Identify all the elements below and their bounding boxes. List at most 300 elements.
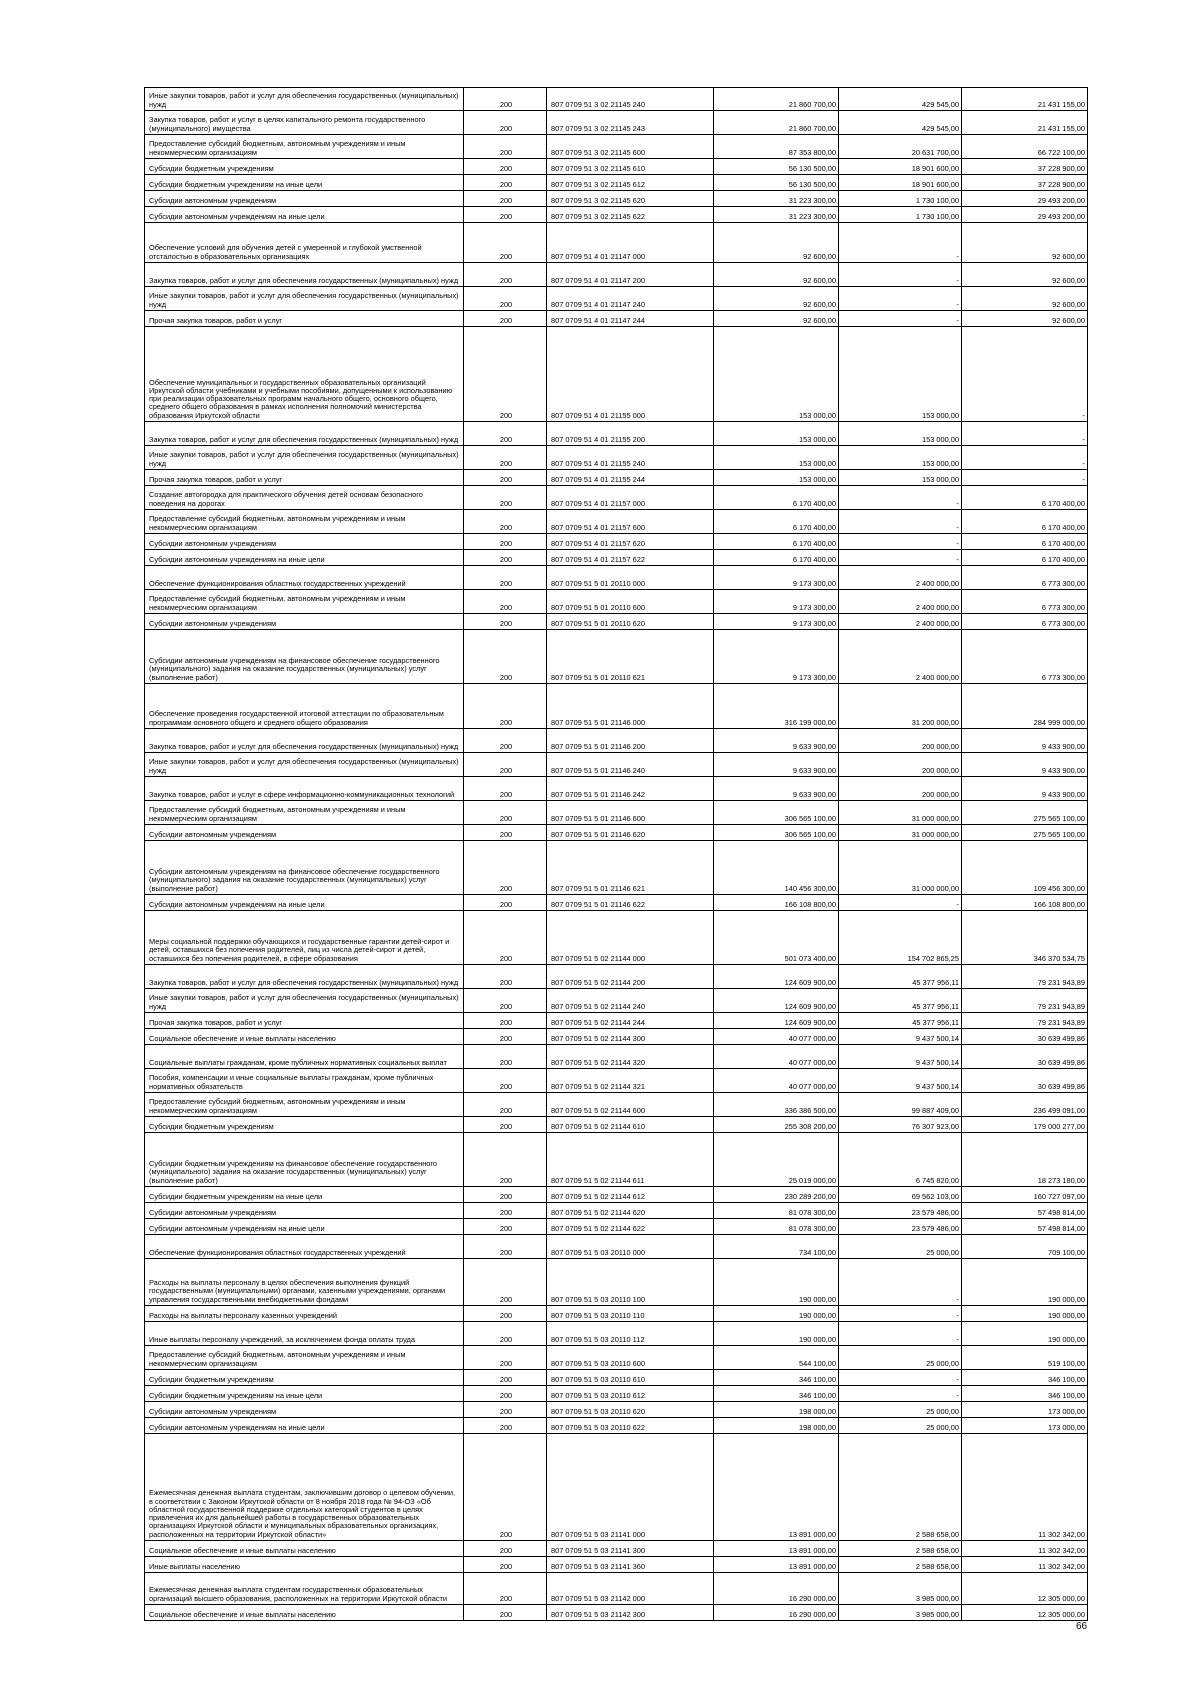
row-kbk-cell: 807 0709 51 5 01 21146 622 bbox=[547, 895, 714, 911]
table-row bbox=[145, 550, 1088, 566]
row-code-cell: 200 bbox=[464, 614, 547, 630]
table-row bbox=[145, 777, 1088, 801]
row-plan-cell: 92 600,00 bbox=[714, 223, 839, 263]
row-plan-cell: 190 000,00 bbox=[714, 1322, 839, 1346]
row-total-cell: 346 370 534,75 bbox=[962, 911, 1088, 965]
row-code-cell: 200 bbox=[464, 1235, 547, 1259]
table-row bbox=[145, 510, 1088, 534]
row-kbk-cell: 807 0709 51 5 02 21144 600 bbox=[547, 1093, 714, 1117]
table-row bbox=[145, 1418, 1088, 1434]
row-change-cell: - bbox=[839, 510, 962, 534]
row-change-cell: 31 000 000,00 bbox=[839, 825, 962, 841]
row-code-cell: 200 bbox=[464, 1259, 547, 1306]
row-change-cell: 23 579 486,00 bbox=[839, 1219, 962, 1235]
row-plan-cell: 9 173 300,00 bbox=[714, 590, 839, 614]
row-total-cell: 6 773 300,00 bbox=[962, 614, 1088, 630]
row-total-cell: 6 170 400,00 bbox=[962, 486, 1088, 510]
table-row bbox=[145, 1346, 1088, 1370]
row-kbk-cell: 807 0709 51 5 02 21144 321 bbox=[547, 1069, 714, 1093]
row-total-cell: 92 600,00 bbox=[962, 263, 1088, 287]
row-name-cell: Ежемесячная денежная выплата студентам государственных образовательных организаций высшего образования, расположенных на территории Иркутской области bbox=[145, 1573, 464, 1605]
budget-table-body bbox=[145, 88, 1088, 1621]
row-plan-cell: 198 000,00 bbox=[714, 1418, 839, 1434]
row-plan-cell: 13 891 000,00 bbox=[714, 1557, 839, 1573]
row-plan-cell: 9 173 300,00 bbox=[714, 614, 839, 630]
row-change-cell: - bbox=[839, 223, 962, 263]
row-change-cell: 2 400 000,00 bbox=[839, 630, 962, 684]
row-kbk-cell: 807 0709 51 4 01 21157 600 bbox=[547, 510, 714, 534]
row-total-cell: 29 493 200,00 bbox=[962, 191, 1088, 207]
table-row bbox=[145, 729, 1088, 753]
row-plan-cell: 6 170 400,00 bbox=[714, 510, 839, 534]
row-kbk-cell: 807 0709 51 5 01 20110 620 bbox=[547, 614, 714, 630]
row-total-cell: 66 722 100,00 bbox=[962, 135, 1088, 159]
row-total-cell: 11 302 342,00 bbox=[962, 1541, 1088, 1557]
row-kbk-cell: 807 0709 51 5 01 21146 621 bbox=[547, 841, 714, 895]
row-code-cell: 200 bbox=[464, 1605, 547, 1621]
table-row bbox=[145, 470, 1088, 486]
row-change-cell: 25 000,00 bbox=[839, 1235, 962, 1259]
row-name-cell: Предоставление субсидий бюджетным, автономным учреждениям и иным некоммерческим организациям bbox=[145, 1093, 464, 1117]
row-kbk-cell: 807 0709 51 4 01 21155 240 bbox=[547, 446, 714, 470]
row-kbk-cell: 807 0709 51 5 01 21146 000 bbox=[547, 684, 714, 729]
row-code-cell: 200 bbox=[464, 989, 547, 1013]
table-row bbox=[145, 841, 1088, 895]
row-total-cell: - bbox=[962, 327, 1088, 422]
row-total-cell: 6 170 400,00 bbox=[962, 550, 1088, 566]
row-code-cell: 200 bbox=[464, 191, 547, 207]
row-kbk-cell: 807 0709 51 5 03 20110 112 bbox=[547, 1322, 714, 1346]
row-total-cell: 21 431 155,00 bbox=[962, 111, 1088, 135]
row-name-cell: Субсидии автономным учреждениям bbox=[145, 614, 464, 630]
row-plan-cell: 166 108 800,00 bbox=[714, 895, 839, 911]
row-code-cell: 200 bbox=[464, 1045, 547, 1069]
row-total-cell: 37 228 900,00 bbox=[962, 175, 1088, 191]
row-kbk-cell: 807 0709 51 5 02 21144 320 bbox=[547, 1045, 714, 1069]
row-change-cell: 9 437 500,14 bbox=[839, 1045, 962, 1069]
row-change-cell: 2 400 000,00 bbox=[839, 566, 962, 590]
row-plan-cell: 9 173 300,00 bbox=[714, 630, 839, 684]
row-code-cell: 200 bbox=[464, 470, 547, 486]
row-plan-cell: 198 000,00 bbox=[714, 1402, 839, 1418]
row-change-cell: - bbox=[839, 311, 962, 327]
table-row bbox=[145, 88, 1088, 111]
row-kbk-cell: 807 0709 51 5 03 20110 612 bbox=[547, 1386, 714, 1402]
row-code-cell: 200 bbox=[464, 1013, 547, 1029]
row-code-cell: 200 bbox=[464, 1370, 547, 1386]
row-plan-cell: 346 100,00 bbox=[714, 1386, 839, 1402]
row-total-cell: 79 231 943,89 bbox=[962, 965, 1088, 989]
table-row bbox=[145, 1306, 1088, 1322]
row-change-cell: - bbox=[839, 895, 962, 911]
row-plan-cell: 81 078 300,00 bbox=[714, 1219, 839, 1235]
row-total-cell: 190 000,00 bbox=[962, 1259, 1088, 1306]
table-row bbox=[145, 327, 1088, 422]
row-code-cell: 200 bbox=[464, 422, 547, 446]
row-name-cell: Субсидии автономным учреждениям на иные цели bbox=[145, 1219, 464, 1235]
row-total-cell: 275 565 100,00 bbox=[962, 825, 1088, 841]
table-row bbox=[145, 223, 1088, 263]
table-row bbox=[145, 753, 1088, 777]
row-plan-cell: 734 100,00 bbox=[714, 1235, 839, 1259]
row-kbk-cell: 807 0709 51 4 01 21147 240 bbox=[547, 287, 714, 311]
row-total-cell: 30 639 499,86 bbox=[962, 1045, 1088, 1069]
row-change-cell: 31 000 000,00 bbox=[839, 841, 962, 895]
row-kbk-cell: 807 0709 51 3 02 21145 622 bbox=[547, 207, 714, 223]
row-total-cell: 6 170 400,00 bbox=[962, 534, 1088, 550]
row-total-cell: 92 600,00 bbox=[962, 311, 1088, 327]
row-total-cell: 346 100,00 bbox=[962, 1386, 1088, 1402]
row-change-cell: 3 985 000,00 bbox=[839, 1573, 962, 1605]
row-plan-cell: 13 891 000,00 bbox=[714, 1434, 839, 1541]
budget-table bbox=[144, 87, 1088, 1621]
row-plan-cell: 40 077 000,00 bbox=[714, 1029, 839, 1045]
row-total-cell: 79 231 943,89 bbox=[962, 1013, 1088, 1029]
row-plan-cell: 346 100,00 bbox=[714, 1370, 839, 1386]
row-total-cell: 9 433 900,00 bbox=[962, 753, 1088, 777]
table-row bbox=[145, 614, 1088, 630]
row-name-cell: Субсидии бюджетным учреждениям bbox=[145, 1117, 464, 1133]
row-kbk-cell: 807 0709 51 5 01 20110 621 bbox=[547, 630, 714, 684]
table-row bbox=[145, 191, 1088, 207]
row-code-cell: 200 bbox=[464, 911, 547, 965]
row-kbk-cell: 807 0709 51 4 01 21147 000 bbox=[547, 223, 714, 263]
row-name-cell: Социальное обеспечение и иные выплаты населению bbox=[145, 1605, 464, 1621]
row-total-cell: 109 456 300,00 bbox=[962, 841, 1088, 895]
table-row bbox=[145, 630, 1088, 684]
row-kbk-cell: 807 0709 51 5 03 20110 600 bbox=[547, 1346, 714, 1370]
row-total-cell: 30 639 499,86 bbox=[962, 1029, 1088, 1045]
table-row bbox=[145, 207, 1088, 223]
table-row bbox=[145, 1370, 1088, 1386]
row-name-cell: Предоставление субсидий бюджетным, автономным учреждениям и иным некоммерческим организациям bbox=[145, 1346, 464, 1370]
row-code-cell: 200 bbox=[464, 753, 547, 777]
row-change-cell: 200 000,00 bbox=[839, 729, 962, 753]
row-code-cell: 200 bbox=[464, 1093, 547, 1117]
row-change-cell: 2 588 658,00 bbox=[839, 1557, 962, 1573]
row-name-cell: Субсидии автономным учреждениям bbox=[145, 1402, 464, 1418]
row-kbk-cell: 807 0709 51 3 02 21145 600 bbox=[547, 135, 714, 159]
row-plan-cell: 140 456 300,00 bbox=[714, 841, 839, 895]
row-plan-cell: 190 000,00 bbox=[714, 1306, 839, 1322]
table-row bbox=[145, 1434, 1088, 1541]
row-name-cell: Закупка товаров, работ и услуг для обеспечения государственных (муниципальных) нужд bbox=[145, 965, 464, 989]
row-total-cell: 12 305 000,00 bbox=[962, 1605, 1088, 1621]
row-plan-cell: 40 077 000,00 bbox=[714, 1069, 839, 1093]
row-total-cell: 11 302 342,00 bbox=[962, 1434, 1088, 1541]
row-total-cell: 92 600,00 bbox=[962, 223, 1088, 263]
row-plan-cell: 306 565 100,00 bbox=[714, 825, 839, 841]
row-name-cell: Расходы на выплаты персоналу казенных учреждений bbox=[145, 1306, 464, 1322]
row-name-cell: Социальное обеспечение и иные выплаты населению bbox=[145, 1029, 464, 1045]
row-total-cell: 275 565 100,00 bbox=[962, 801, 1088, 825]
row-plan-cell: 13 891 000,00 bbox=[714, 1541, 839, 1557]
row-code-cell: 200 bbox=[464, 111, 547, 135]
table-row bbox=[145, 1402, 1088, 1418]
row-plan-cell: 153 000,00 bbox=[714, 422, 839, 446]
row-plan-cell: 255 308 200,00 bbox=[714, 1117, 839, 1133]
row-plan-cell: 306 565 100,00 bbox=[714, 801, 839, 825]
row-code-cell: 200 bbox=[464, 486, 547, 510]
row-change-cell: 25 000,00 bbox=[839, 1402, 962, 1418]
row-change-cell: 31 200 000,00 bbox=[839, 684, 962, 729]
row-kbk-cell: 807 0709 51 5 03 20110 622 bbox=[547, 1418, 714, 1434]
row-kbk-cell: 807 0709 51 5 03 20110 610 bbox=[547, 1370, 714, 1386]
row-code-cell: 200 bbox=[464, 825, 547, 841]
table-row bbox=[145, 1557, 1088, 1573]
table-row bbox=[145, 287, 1088, 311]
row-kbk-cell: 807 0709 51 5 02 21144 620 bbox=[547, 1203, 714, 1219]
row-total-cell: 190 000,00 bbox=[962, 1322, 1088, 1346]
row-total-cell: 92 600,00 bbox=[962, 287, 1088, 311]
table-row bbox=[145, 534, 1088, 550]
row-plan-cell: 40 077 000,00 bbox=[714, 1045, 839, 1069]
row-plan-cell: 16 290 000,00 bbox=[714, 1605, 839, 1621]
row-change-cell: - bbox=[839, 1386, 962, 1402]
row-plan-cell: 56 130 500,00 bbox=[714, 175, 839, 191]
row-code-cell: 200 bbox=[464, 684, 547, 729]
table-row bbox=[145, 1069, 1088, 1093]
row-name-cell: Предоставление субсидий бюджетным, автономным учреждениям и иным некоммерческим организациям bbox=[145, 510, 464, 534]
table-row bbox=[145, 1605, 1088, 1621]
row-code-cell: 200 bbox=[464, 1573, 547, 1605]
row-name-cell: Закупка товаров, работ и услуг для обеспечения государственных (муниципальных) нужд bbox=[145, 729, 464, 753]
row-total-cell: - bbox=[962, 446, 1088, 470]
row-change-cell: 2 588 658,00 bbox=[839, 1434, 962, 1541]
row-name-cell: Социальное обеспечение и иные выплаты населению bbox=[145, 1541, 464, 1557]
row-change-cell: 153 000,00 bbox=[839, 446, 962, 470]
row-code-cell: 200 bbox=[464, 1219, 547, 1235]
table-row bbox=[145, 1219, 1088, 1235]
table-row bbox=[145, 111, 1088, 135]
row-change-cell: - bbox=[839, 287, 962, 311]
table-row bbox=[145, 135, 1088, 159]
row-code-cell: 200 bbox=[464, 446, 547, 470]
table-row bbox=[145, 1133, 1088, 1187]
row-kbk-cell: 807 0709 51 5 02 21144 610 bbox=[547, 1117, 714, 1133]
row-code-cell: 200 bbox=[464, 550, 547, 566]
table-row bbox=[145, 566, 1088, 590]
row-name-cell: Иные выплаты персоналу учреждений, за исключением фонда оплаты труда bbox=[145, 1322, 464, 1346]
row-plan-cell: 124 609 900,00 bbox=[714, 989, 839, 1013]
row-name-cell: Субсидии бюджетным учреждениям bbox=[145, 159, 464, 175]
row-change-cell: 9 437 500,14 bbox=[839, 1029, 962, 1045]
row-code-cell: 200 bbox=[464, 534, 547, 550]
row-name-cell: Создание автогородка для практического обучения детей основам безопасного поведения на дорогах bbox=[145, 486, 464, 510]
row-code-cell: 200 bbox=[464, 590, 547, 614]
row-plan-cell: 92 600,00 bbox=[714, 311, 839, 327]
row-change-cell: 23 579 486,00 bbox=[839, 1203, 962, 1219]
row-name-cell: Обеспечение функционирования областных государственных учреждений bbox=[145, 1235, 464, 1259]
row-name-cell: Обеспечение функционирования областных государственных учреждений bbox=[145, 566, 464, 590]
row-change-cell: 200 000,00 bbox=[839, 777, 962, 801]
row-name-cell: Обеспечение муниципальных и государственных образовательных организаций Иркутской области учебниками и учебными пособиями, допущенными к использованию при реализации образовательных программ начального общего, основного общего, среднего общего образования в рамках исполнения полномочий министерства образования Иркутской области bbox=[145, 327, 464, 422]
row-name-cell: Субсидии бюджетным учреждениям на финансовое обеспечение государственного (муниципального) задания на оказание государственных (муниципальных) услуг (выполнение работ) bbox=[145, 1133, 464, 1187]
table-row bbox=[145, 895, 1088, 911]
row-code-cell: 200 bbox=[464, 801, 547, 825]
row-name-cell: Субсидии бюджетным учреждениям на иные цели bbox=[145, 1386, 464, 1402]
table-row bbox=[145, 1045, 1088, 1069]
row-kbk-cell: 807 0709 51 3 02 21145 610 bbox=[547, 159, 714, 175]
row-name-cell: Пособия, компенсации и иные социальные выплаты гражданам, кроме публичных нормативных обязательств bbox=[145, 1069, 464, 1093]
row-plan-cell: 31 223 300,00 bbox=[714, 207, 839, 223]
row-total-cell: 9 433 900,00 bbox=[962, 777, 1088, 801]
row-total-cell: 6 773 300,00 bbox=[962, 590, 1088, 614]
row-name-cell: Закупка товаров, работ и услуг в сфере информационно-коммуникационных технологий bbox=[145, 777, 464, 801]
row-name-cell: Субсидии автономным учреждениям на иные цели bbox=[145, 895, 464, 911]
row-plan-cell: 81 078 300,00 bbox=[714, 1203, 839, 1219]
row-name-cell: Меры социальной поддержки обучающихся и государственные гарантии детей-сирот и детей, оставшихся без попечения родителей, лиц из числа детей-сирот и детей, оставшихся без попечения родителей, в сфере образования bbox=[145, 911, 464, 965]
row-code-cell: 200 bbox=[464, 1386, 547, 1402]
row-kbk-cell: 807 0709 51 3 02 21145 240 bbox=[547, 88, 714, 111]
row-change-cell: 45 377 956,11 bbox=[839, 965, 962, 989]
table-row bbox=[145, 1117, 1088, 1133]
row-total-cell: 21 431 155,00 bbox=[962, 88, 1088, 111]
row-plan-cell: 6 170 400,00 bbox=[714, 550, 839, 566]
row-plan-cell: 56 130 500,00 bbox=[714, 159, 839, 175]
row-change-cell: 31 000 000,00 bbox=[839, 801, 962, 825]
row-code-cell: 200 bbox=[464, 1203, 547, 1219]
row-plan-cell: 153 000,00 bbox=[714, 470, 839, 486]
row-change-cell: 429 545,00 bbox=[839, 111, 962, 135]
row-name-cell: Субсидии автономным учреждениям на финансовое обеспечение государственного (муниципального) задания на оказание государственных (муниципальных) услуг (выполнение работ) bbox=[145, 630, 464, 684]
row-change-cell: 45 377 956,11 bbox=[839, 1013, 962, 1029]
row-code-cell: 200 bbox=[464, 566, 547, 590]
table-row bbox=[145, 1573, 1088, 1605]
row-kbk-cell: 807 0709 51 5 03 20110 000 bbox=[547, 1235, 714, 1259]
row-kbk-cell: 807 0709 51 5 03 21142 300 bbox=[547, 1605, 714, 1621]
row-kbk-cell: 807 0709 51 4 01 21155 200 bbox=[547, 422, 714, 446]
row-plan-cell: 316 199 000,00 bbox=[714, 684, 839, 729]
row-change-cell: - bbox=[839, 486, 962, 510]
row-plan-cell: 336 386 500,00 bbox=[714, 1093, 839, 1117]
row-change-cell: 69 562 103,00 bbox=[839, 1187, 962, 1203]
table-row bbox=[145, 911, 1088, 965]
row-code-cell: 200 bbox=[464, 1402, 547, 1418]
row-total-cell: 166 108 800,00 bbox=[962, 895, 1088, 911]
row-code-cell: 200 bbox=[464, 1322, 547, 1346]
row-name-cell: Прочая закупка товаров, работ и услуг bbox=[145, 470, 464, 486]
row-code-cell: 200 bbox=[464, 1418, 547, 1434]
table-row bbox=[145, 684, 1088, 729]
row-change-cell: 99 887 409,00 bbox=[839, 1093, 962, 1117]
row-code-cell: 200 bbox=[464, 1069, 547, 1093]
row-name-cell: Субсидии автономным учреждениям bbox=[145, 534, 464, 550]
table-row bbox=[145, 446, 1088, 470]
row-plan-cell: 124 609 900,00 bbox=[714, 1013, 839, 1029]
row-change-cell: 3 985 000,00 bbox=[839, 1605, 962, 1621]
row-total-cell: 79 231 943,89 bbox=[962, 989, 1088, 1013]
row-change-cell: 1 730 100,00 bbox=[839, 191, 962, 207]
table-row bbox=[145, 965, 1088, 989]
row-name-cell: Субсидии автономным учреждениям на иные цели bbox=[145, 1418, 464, 1434]
row-plan-cell: 92 600,00 bbox=[714, 263, 839, 287]
row-kbk-cell: 807 0709 51 5 01 21146 242 bbox=[547, 777, 714, 801]
row-name-cell: Иные закупки товаров, работ и услуг для обеспечения государственных (муниципальных) нужд bbox=[145, 88, 464, 111]
row-change-cell: - bbox=[839, 1370, 962, 1386]
table-row bbox=[145, 1259, 1088, 1306]
table-row bbox=[145, 1093, 1088, 1117]
table-row bbox=[145, 175, 1088, 191]
row-kbk-cell: 807 0709 51 5 03 20110 100 bbox=[547, 1259, 714, 1306]
row-code-cell: 200 bbox=[464, 841, 547, 895]
row-plan-cell: 501 073 400,00 bbox=[714, 911, 839, 965]
row-kbk-cell: 807 0709 51 4 01 21147 200 bbox=[547, 263, 714, 287]
row-kbk-cell: 807 0709 51 5 01 21146 620 bbox=[547, 825, 714, 841]
row-kbk-cell: 807 0709 51 3 02 21145 243 bbox=[547, 111, 714, 135]
table-row bbox=[145, 1029, 1088, 1045]
table-row bbox=[145, 422, 1088, 446]
row-total-cell: 236 499 091,00 bbox=[962, 1093, 1088, 1117]
row-total-cell: 12 305 000,00 bbox=[962, 1573, 1088, 1605]
row-total-cell: 709 100,00 bbox=[962, 1235, 1088, 1259]
row-name-cell: Обеспечение условий для обучения детей с умеренной и глубокой умственной отсталостью в образовательных организациях bbox=[145, 223, 464, 263]
row-name-cell: Предоставление субсидий бюджетным, автономным учреждениям и иным некоммерческим организациям bbox=[145, 135, 464, 159]
row-code-cell: 200 bbox=[464, 135, 547, 159]
table-row bbox=[145, 1187, 1088, 1203]
row-change-cell: - bbox=[839, 550, 962, 566]
row-kbk-cell: 807 0709 51 5 03 20110 110 bbox=[547, 1306, 714, 1322]
row-name-cell: Ежемесячная денежная выплата студентам, заключившим договор о целевом обучении, в соответствии с Законом Иркутской области от 8 ноября 2018 года № 94-ОЗ «Об областной государственной поддержке отдельных категорий студентов в целях привлечения их для дальнейшей работы в государственных образовательных организациях Иркутской области и муниципальных образовательных организациях, расположенных на территории Иркутской области» bbox=[145, 1434, 464, 1541]
row-kbk-cell: 807 0709 51 5 03 21142 000 bbox=[547, 1573, 714, 1605]
row-name-cell: Субсидии автономным учреждениям bbox=[145, 825, 464, 841]
row-kbk-cell: 807 0709 51 4 01 21157 622 bbox=[547, 550, 714, 566]
row-total-cell: 173 000,00 bbox=[962, 1418, 1088, 1434]
row-name-cell: Субсидии бюджетным учреждениям на иные цели bbox=[145, 175, 464, 191]
row-kbk-cell: 807 0709 51 5 02 21144 622 bbox=[547, 1219, 714, 1235]
row-name-cell: Иные закупки товаров, работ и услуг для обеспечения государственных (муниципальных) нужд bbox=[145, 753, 464, 777]
row-total-cell: - bbox=[962, 422, 1088, 446]
row-change-cell: - bbox=[839, 263, 962, 287]
table-row bbox=[145, 1235, 1088, 1259]
row-name-cell: Иные закупки товаров, работ и услуг для обеспечения государственных (муниципальных) нужд bbox=[145, 446, 464, 470]
row-change-cell: 2 400 000,00 bbox=[839, 614, 962, 630]
row-change-cell: 6 745 820,00 bbox=[839, 1133, 962, 1187]
row-name-cell: Обеспечение проведения государственной итоговой аттестации по образовательным программам основного общего и среднего общего образования bbox=[145, 684, 464, 729]
row-code-cell: 200 bbox=[464, 1029, 547, 1045]
row-change-cell: - bbox=[839, 1306, 962, 1322]
table-row bbox=[145, 825, 1088, 841]
row-change-cell: 154 702 865,25 bbox=[839, 911, 962, 965]
table-row bbox=[145, 801, 1088, 825]
row-name-cell: Иные закупки товаров, работ и услуг для обеспечения государственных (муниципальных) нужд bbox=[145, 287, 464, 311]
row-code-cell: 200 bbox=[464, 1541, 547, 1557]
row-code-cell: 200 bbox=[464, 729, 547, 753]
row-change-cell: 45 377 956,11 bbox=[839, 989, 962, 1013]
row-change-cell: 20 631 700,00 bbox=[839, 135, 962, 159]
row-total-cell: 190 000,00 bbox=[962, 1306, 1088, 1322]
table-row bbox=[145, 486, 1088, 510]
table-row bbox=[145, 1541, 1088, 1557]
row-kbk-cell: 807 0709 51 5 02 21144 240 bbox=[547, 989, 714, 1013]
budget-sheet bbox=[144, 87, 1087, 1621]
table-row bbox=[145, 989, 1088, 1013]
row-plan-cell: 190 000,00 bbox=[714, 1259, 839, 1306]
table-row bbox=[145, 590, 1088, 614]
table-row bbox=[145, 1203, 1088, 1219]
row-kbk-cell: 807 0709 51 3 02 21145 612 bbox=[547, 175, 714, 191]
row-kbk-cell: 807 0709 51 4 01 21155 000 bbox=[547, 327, 714, 422]
row-name-cell: Субсидии бюджетным учреждениям на иные цели bbox=[145, 1187, 464, 1203]
row-change-cell: - bbox=[839, 534, 962, 550]
row-total-cell: 173 000,00 bbox=[962, 1402, 1088, 1418]
row-kbk-cell: 807 0709 51 4 01 21147 244 bbox=[547, 311, 714, 327]
row-change-cell: 200 000,00 bbox=[839, 753, 962, 777]
row-total-cell: 18 273 180,00 bbox=[962, 1133, 1088, 1187]
row-name-cell: Субсидии автономным учреждениям на иные цели bbox=[145, 550, 464, 566]
table-row bbox=[145, 159, 1088, 175]
row-kbk-cell: 807 0709 51 5 03 21141 360 bbox=[547, 1557, 714, 1573]
